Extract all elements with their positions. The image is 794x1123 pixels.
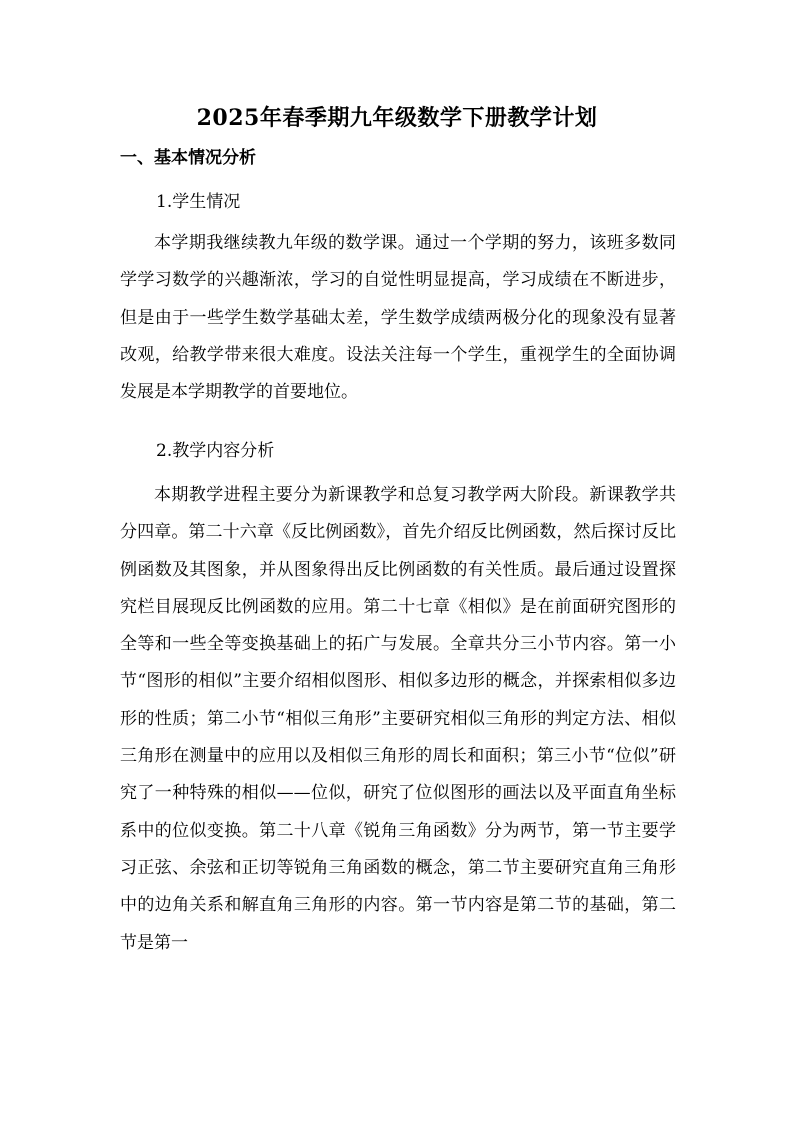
- paragraph-content-analysis: 本期教学进程主要分为新课教学和总复习教学两大阶段。新课教学共分四章。第二十六章《反比例函数》，首先介绍反比例函数，然后探讨反比例函数及其图象，并从图象得出反比例函数的有关性质。最后通过设置探究栏目展现反比例函数的应用。第二十七章《相似》是在前面研究图形的全等和一些全等变换基础上的拓广与发展。全章共分三小节内容。第一小节“图形的相似”主要介绍相似图形、相似多边形的概念，并探索相似多边形的性质；第二小节“相似三角形”主要研究相似三角形的判定方法、相似三角形在测量中的应用以及相似三角形的周长和面积；第三小节“位似”研究了一种特殊的相似——位似，研究了位似图形的画法以及平面直角坐标系中的位似变换。第二十八章《锐角三角函数》分为两节，第一节主要学习正弦、余弦和正切等锐角三角函数的概念，第二节主要研究直角三角形中的边角关系和解直角三角形的内容。第一节内容是第二节的基础，第二节是第一: [120, 485, 676, 953]
- section-heading-basic-analysis: 一、基本情况分析: [120, 148, 256, 168]
- subheading-student-situation: 1.学生情况: [156, 192, 241, 212]
- paragraph-student-situation: 本学期我继续教九年级的数学课。通过一个学期的努力，该班多数同学学习数学的兴趣渐浓，学习的自觉性明显提高，学习成绩在不断进步，但是由于一些学生数学基础太差，学生数学成绩两极分化的现象没有显著改观，给教学带来很大难度。设法关注每一个学生，重视学生的全面协调发展是本学期教学的首要地位。: [120, 233, 676, 403]
- subheading-content-analysis: 2.教学内容分析: [156, 441, 275, 461]
- document-title: 2025年春季期九年级数学下册教学计划: [196, 105, 598, 131]
